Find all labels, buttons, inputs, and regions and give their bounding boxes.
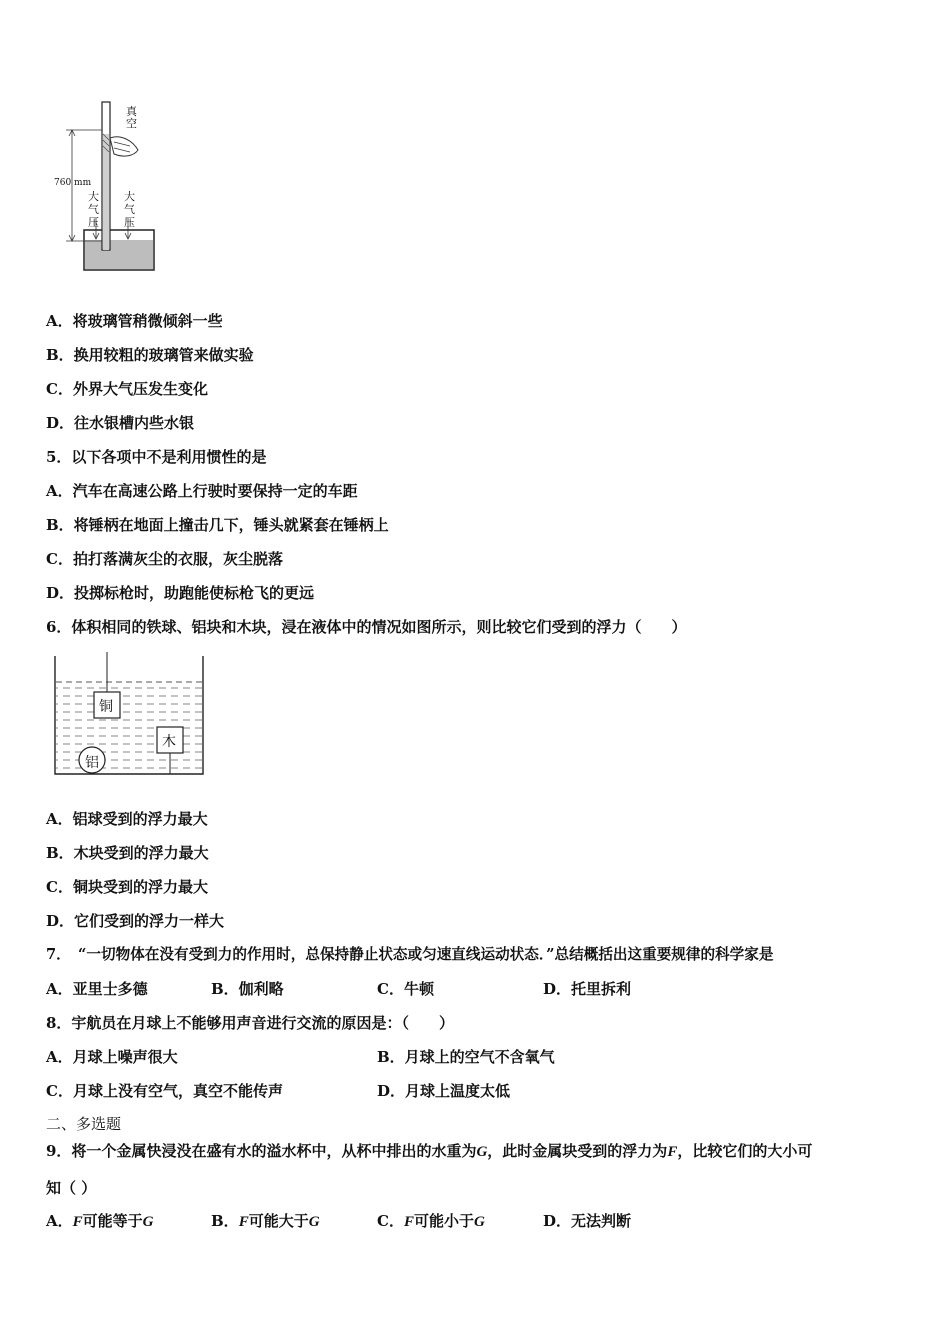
q9-option-c-g: G [473,1214,485,1230]
q9-option-b-g: G [308,1214,320,1230]
label-aluminum: 铝 [85,755,99,771]
q8-option-d: D．月球上温度太低 [377,1082,511,1100]
q8-option-a: A．月球上噪声很大 [46,1048,178,1066]
q6-option-c: C．铜块受到的浮力最大 [46,878,208,896]
q9-option-c-text: 可能小于 [413,1212,474,1230]
label-copper: 铜 [99,699,113,715]
q7-stem: 7． “一切物体在没有受到力的作用时，总保持静止状态或匀速直线运动状态．”总结概括出这重要规律的科学家是 [46,946,774,963]
q9-var-g: G [476,1144,488,1160]
q9-stem [46,1141,812,1162]
q6-option-b: B．木块受到的浮力最大 [46,844,209,862]
mercury-level [85,240,153,269]
q9-option-a [46,1211,154,1232]
label-atm-right: 大气压 [124,190,135,229]
q4-option-c: C．外界大气压发生变化 [46,380,208,398]
q8-option-b: B．月球上的空气不含氧气 [377,1048,555,1066]
q9-option-d-prefix: D． [543,1212,572,1230]
q7-option-c: C．牛顿 [377,980,434,998]
q5-option-c: C．拍打落满灰尘的衣服，灰尘脱落 [46,550,283,568]
q9-option-b-text: 可能大于 [248,1212,309,1230]
hand-icon [110,137,138,156]
label-wood: 木 [162,734,176,750]
q9-option-b-f: F [238,1214,249,1230]
q4-option-d: D．往水银槽内些水银 [46,414,195,432]
q7-option-d: D．托里拆利 [543,980,632,998]
label-vacuum: 真空 [126,105,137,130]
section-heading: 二、多选题 [46,1115,122,1133]
q9-option-c-prefix: C． [377,1212,404,1230]
q9-option-c [377,1211,485,1232]
q5-option-d: D．投掷标枪时，助跑能使标枪飞的更远 [46,584,315,602]
q9-option-a-f: F [72,1214,83,1230]
q9-stem-part2: ，此时金属块受到的浮力为 [487,1142,668,1160]
q6-stem: 6．体积相同的铁球、铝块和木块，浸在液体中的情况如图所示，则比较它们受到的浮力（ ） [46,618,687,636]
q9-option-c-f: F [403,1214,414,1230]
q9-option-b-prefix: B． [211,1212,239,1230]
q9-stem-part3: ，比较它们的大小可 [677,1142,813,1160]
q7-option-a: A．亚里士多德 [46,980,148,998]
q6-option-d: D．它们受到的浮力一样大 [46,912,225,930]
q6-option-a: A．铝球受到的浮力最大 [46,810,208,828]
q5-option-b: B．将锤柄在地面上撞击几下，锤头就紧套在锤柄上 [46,516,389,534]
q8-stem: 8．宇航员在月球上不能够用声音进行交流的原因是：（ ） [46,1014,454,1032]
q9-option-d-text: 无法判断 [571,1212,632,1230]
buoyancy-figure [50,652,210,780]
q9-var-f: F [667,1144,678,1160]
q9-option-a-g: G [142,1214,154,1230]
q4-option-a: A．将玻璃管稍微倾斜一些 [46,312,223,330]
q9-stem-part1: 9．将一个金属快浸没在盛有水的溢水杯中，从杯中排出的水重为 [46,1142,477,1160]
q5-option-a: A．汽车在高速公路上行驶时要保持一定的车距 [46,482,358,500]
q9-option-a-text: 可能等于 [82,1212,143,1230]
q5-stem: 5．以下各项中不是利用惯性的是 [46,448,267,466]
q9-option-b [211,1211,320,1232]
q4-option-b: B．换用较粗的玻璃管来做实验 [46,346,254,364]
q9-option-a-prefix: A． [46,1212,73,1230]
q9-stem-line2: 知（ ） [46,1179,97,1197]
label-atm-left: 大气压 [88,190,99,229]
label-760mm: 760 mm [54,178,92,188]
q9-option-d [543,1211,631,1231]
q8-option-c: C．月球上没有空气，真空不能传声 [46,1082,283,1100]
q7-option-b: B．伽利略 [211,980,284,998]
